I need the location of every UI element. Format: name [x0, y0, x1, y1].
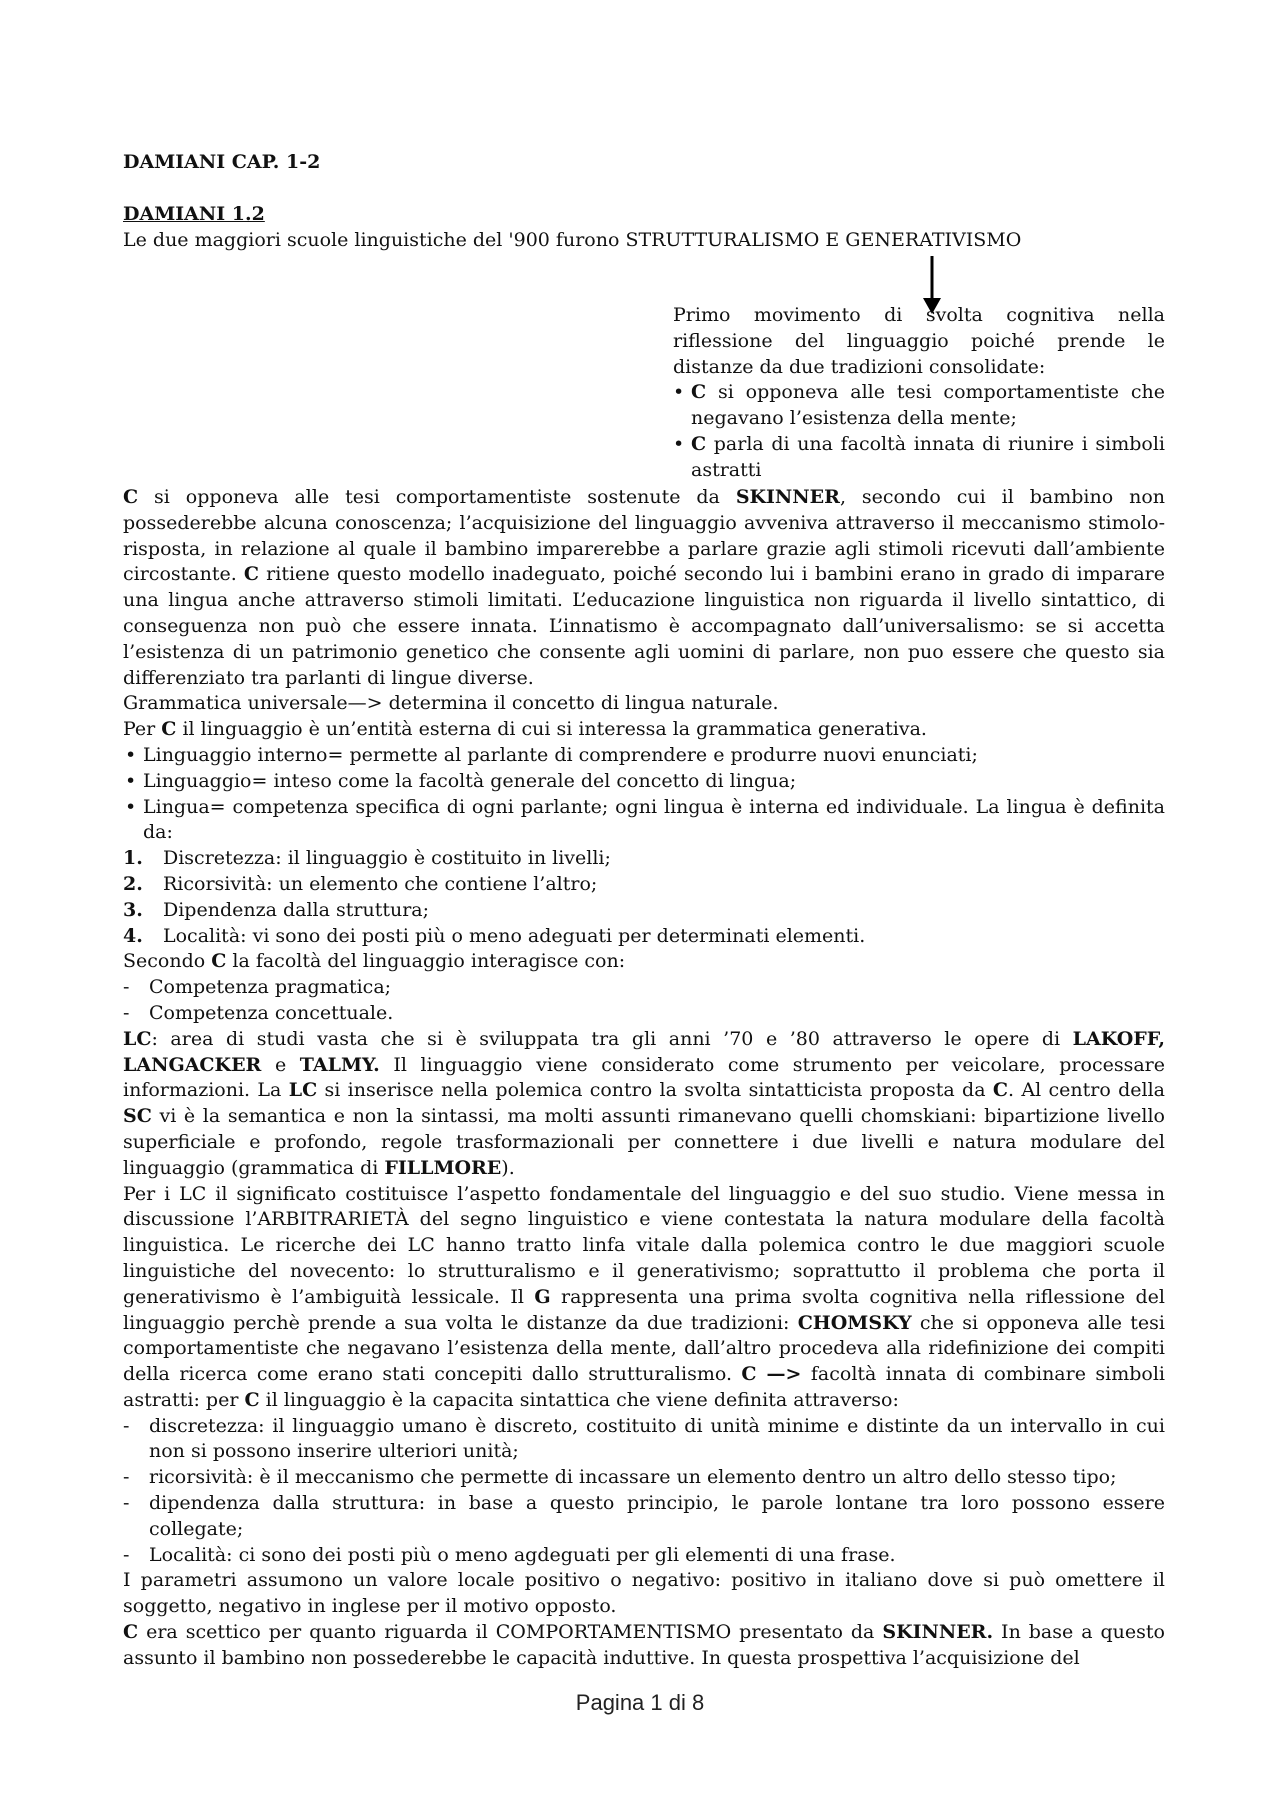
- list-item: [123, 924, 1165, 950]
- text-run: facoltà innata di combinare simboli astratti: per: [123, 1363, 1165, 1411]
- text-run: Il linguaggio viene considerato come strumento per veicolare, processare informazioni. La: [123, 1053, 1165, 1102]
- bullet-list: [123, 743, 1165, 846]
- item-text: Località: vi sono dei posti più o meno adeguati per determinati elementi.: [163, 924, 866, 947]
- aside-bullets: [673, 380, 1165, 483]
- bold-term: LC: [123, 1027, 152, 1050]
- bold-term: C: [244, 1388, 260, 1411]
- item-number: 3.: [123, 898, 143, 921]
- bold-term: C: [691, 381, 707, 404]
- text-run: e: [261, 1053, 300, 1076]
- text-run: Per: [123, 718, 162, 741]
- text-run: . Al centro della: [1007, 1079, 1165, 1102]
- paragraph: [123, 485, 1165, 691]
- text-run: si inserisce nella polemica contro la svolta sintatticista proposta da: [317, 1079, 993, 1102]
- dash-list: [123, 975, 1165, 1027]
- item-text: Dipendenza dalla struttura;: [163, 898, 430, 921]
- item-text: discretezza: il linguaggio umano è discreto, costituito di unità minime e distinte da un intervallo in cui non si possono inserire ulteriori unità;: [149, 1414, 1165, 1463]
- list-item: [123, 1465, 1165, 1491]
- bold-term: SKINNER: [735, 486, 840, 508]
- dash-marker: -: [123, 976, 130, 999]
- text-run: il linguaggio è la capacita sintattica che viene definita attraverso:: [259, 1388, 899, 1411]
- bold-term: SC: [123, 1105, 152, 1128]
- aside-bullet: [673, 432, 1165, 484]
- aside-note: [673, 303, 1165, 484]
- item-text: Discretezza: il linguaggio è costituito in livelli;: [163, 847, 611, 870]
- dash-marker: -: [123, 1543, 130, 1566]
- item-text: Competenza concettuale.: [149, 1001, 394, 1024]
- text-run: : area di studi vasta che si è sviluppata tra gli anni ’70 e ’80 attraverso le opere di: [151, 1027, 1073, 1050]
- item-text: dipendenza dalla struttura: in base a questo principio, le parole lontane tra loro possono essere collegate;: [149, 1492, 1165, 1540]
- text-run: ritiene questo modello inadeguato, poiché secondo lui i bambini erano in grado di imparare una lingua anche attraverso stimoli limitati. L’educazione linguistica non riguarda il livello sintattico, di conseguenza non può che essere innata. L’innatismo è accompagnato dall’universalismo: se si accetta l’esistenza di un patrimonio genetico che consente agli uomini di parlare, non puo essere che questo sia differenziato tra parlanti di lingue diverse.: [123, 563, 1165, 689]
- bold-term: C: [123, 1621, 139, 1644]
- dash-marker: -: [123, 1001, 130, 1024]
- page-number: Pagina 1 di 8: [575, 1690, 705, 1715]
- paragraph: [123, 949, 1165, 975]
- bold-term: C: [992, 1079, 1008, 1102]
- list-item: [123, 872, 1165, 898]
- bold-term: C: [691, 432, 707, 455]
- list-item: [123, 846, 1165, 872]
- item-text: Località: ci sono dei posti più o meno agdeguati per gli elementi di una frase.: [149, 1543, 896, 1566]
- list-item: [123, 1491, 1165, 1543]
- list-item: [123, 1543, 1165, 1569]
- paragraph: Grammatica universale—> determina il concetto di lingua naturale.: [123, 692, 779, 715]
- text-run: il linguaggio è un’entità esterna di cui si interessa la grammatica generativa.: [176, 718, 927, 741]
- numbered-list: [123, 846, 1165, 949]
- bullet-text: si opponeva alle tesi comportamentiste che negavano l’esistenza della mente;: [691, 381, 1165, 430]
- bold-term: SKINNER.: [882, 1621, 994, 1644]
- paragraph: [123, 717, 1165, 743]
- intro-line: Le due maggiori scuole linguistiche del '900 furono STRUTTURALISMO E GENERATIVISMO: [123, 229, 1022, 251]
- item-number: 1.: [123, 847, 143, 870]
- bold-term: LAKOFF, LANGACKER: [123, 1027, 1165, 1076]
- item-text: ricorsività: è il meccanismo che permette di incassare un elemento dentro un altro dello stesso tipo;: [149, 1466, 1117, 1489]
- bold-term: C: [243, 563, 260, 586]
- text-run: ).: [501, 1156, 515, 1179]
- text-run: si opponeva alle tesi comportamentiste sostenute da: [138, 486, 736, 508]
- list-item: • Linguaggio= inteso come la facoltà generale del concetto di lingua;: [123, 769, 1165, 795]
- paragraph: [123, 1182, 1165, 1414]
- text-run: Secondo: [123, 950, 212, 973]
- text-run: rappresenta una prima svolta cognitiva nella riflessione del linguaggio perchè prende a sua volta le distanze da due tradizioni:: [123, 1285, 1165, 1334]
- item-number: 2.: [123, 872, 143, 895]
- bold-term: G: [534, 1285, 551, 1308]
- list-item: [123, 1414, 1165, 1466]
- paragraph: [123, 1027, 1165, 1182]
- text-run: In base a questo assunto il bambino non possederebbe le capacità induttive. In questa prospettiva l’acquisizione del: [123, 1621, 1165, 1669]
- bold-term: FILLMORE: [384, 1156, 502, 1179]
- item-text: Competenza pragmatica;: [149, 976, 392, 999]
- section-title: DAMIANI 1.2: [123, 203, 265, 225]
- list-item: [123, 1001, 1165, 1027]
- text-run: la facoltà del linguaggio interagisce con:: [226, 950, 626, 973]
- bold-term: C: [211, 950, 227, 973]
- list-item: • Linguaggio interno= permette al parlante di comprendere e produrre nuovi enunciati;: [123, 743, 1165, 769]
- item-number: 4.: [123, 924, 143, 947]
- text-run: che si opponeva alle tesi comportamentiste che negavano l’esistenza della mente, dall’altro procedeva alla ridefinizione dei compiti della ricerca come erano stati concepiti dallo strutturalismo.: [123, 1311, 1165, 1386]
- list-item: [123, 975, 1165, 1001]
- bold-term: LC: [288, 1079, 318, 1102]
- text-run: vi è la semantica e non la sintassi, ma molti assunti rimanevano quelli chomskiani: bipartizione livello superficiale e profondo, regole trasformazionali per connettere i due livelli e natura modulare del linguaggio (grammatica di: [123, 1105, 1165, 1179]
- dash-list: [123, 1414, 1165, 1569]
- aside-bullet: [673, 380, 1165, 432]
- text-run: , secondo cui il bambino non possederebbe alcuna conoscenza; l’acquisizione del linguaggio avveniva attraverso il meccanismo stimolo-risposta, in relazione al quale il bambino imparerebbe a parlare grazie agli stimoli ricevuti dall’ambiente circostante.: [123, 486, 1165, 586]
- bold-term: C —>: [741, 1363, 802, 1386]
- bullet-text: parla di una facoltà innata di riunire i simboli astratti: [691, 432, 1165, 481]
- list-item: • Lingua= competenza specifica di ogni parlante; ogni lingua è interna ed individuale. La lingua è definita da:: [123, 795, 1165, 847]
- dash-marker: -: [123, 1466, 130, 1489]
- aside-text: Primo movimento di svolta cognitiva nella riflessione del linguaggio poiché prende le distanze da due tradizioni consolidate:: [673, 304, 1165, 378]
- paragraph: I parametri assumono un valore locale positivo o negativo: positivo in italiano dove si può omettere il soggetto, negativo in inglese per il motivo opposto.: [123, 1569, 1165, 1618]
- bold-term: TALMY.: [299, 1053, 380, 1076]
- item-text: Ricorsività: un elemento che contiene l’altro;: [163, 872, 598, 895]
- list-item: [123, 898, 1165, 924]
- paragraph: [123, 1620, 1165, 1672]
- body-text: [123, 485, 1165, 1672]
- text-run: Per i LC il significato costituisce l’aspetto fondamentale del linguaggio e del suo studio. Viene messa in discussione l’ARBITRARIETÀ del segno linguistico e viene contestata la natura modulare della facoltà linguistica. Le ricerche dei LC hanno tratto linfa vitale dalla polemica contro le due maggiori scuole linguistiche del novecento: lo strutturalismo e il generativismo; soprattutto il problema che porta il generativismo è l’ambiguità lessicale. Il: [123, 1182, 1165, 1308]
- dash-marker: -: [123, 1492, 130, 1515]
- bold-term: C: [161, 718, 177, 741]
- bold-term: C: [123, 486, 139, 508]
- dash-marker: -: [123, 1414, 130, 1437]
- text-run: era scettico per quanto riguarda il COMPORTAMENTISMO presentato da: [138, 1621, 883, 1644]
- bold-term: CHOMSKY: [797, 1311, 912, 1334]
- document-title: DAMIANI CAP. 1-2: [123, 151, 321, 173]
